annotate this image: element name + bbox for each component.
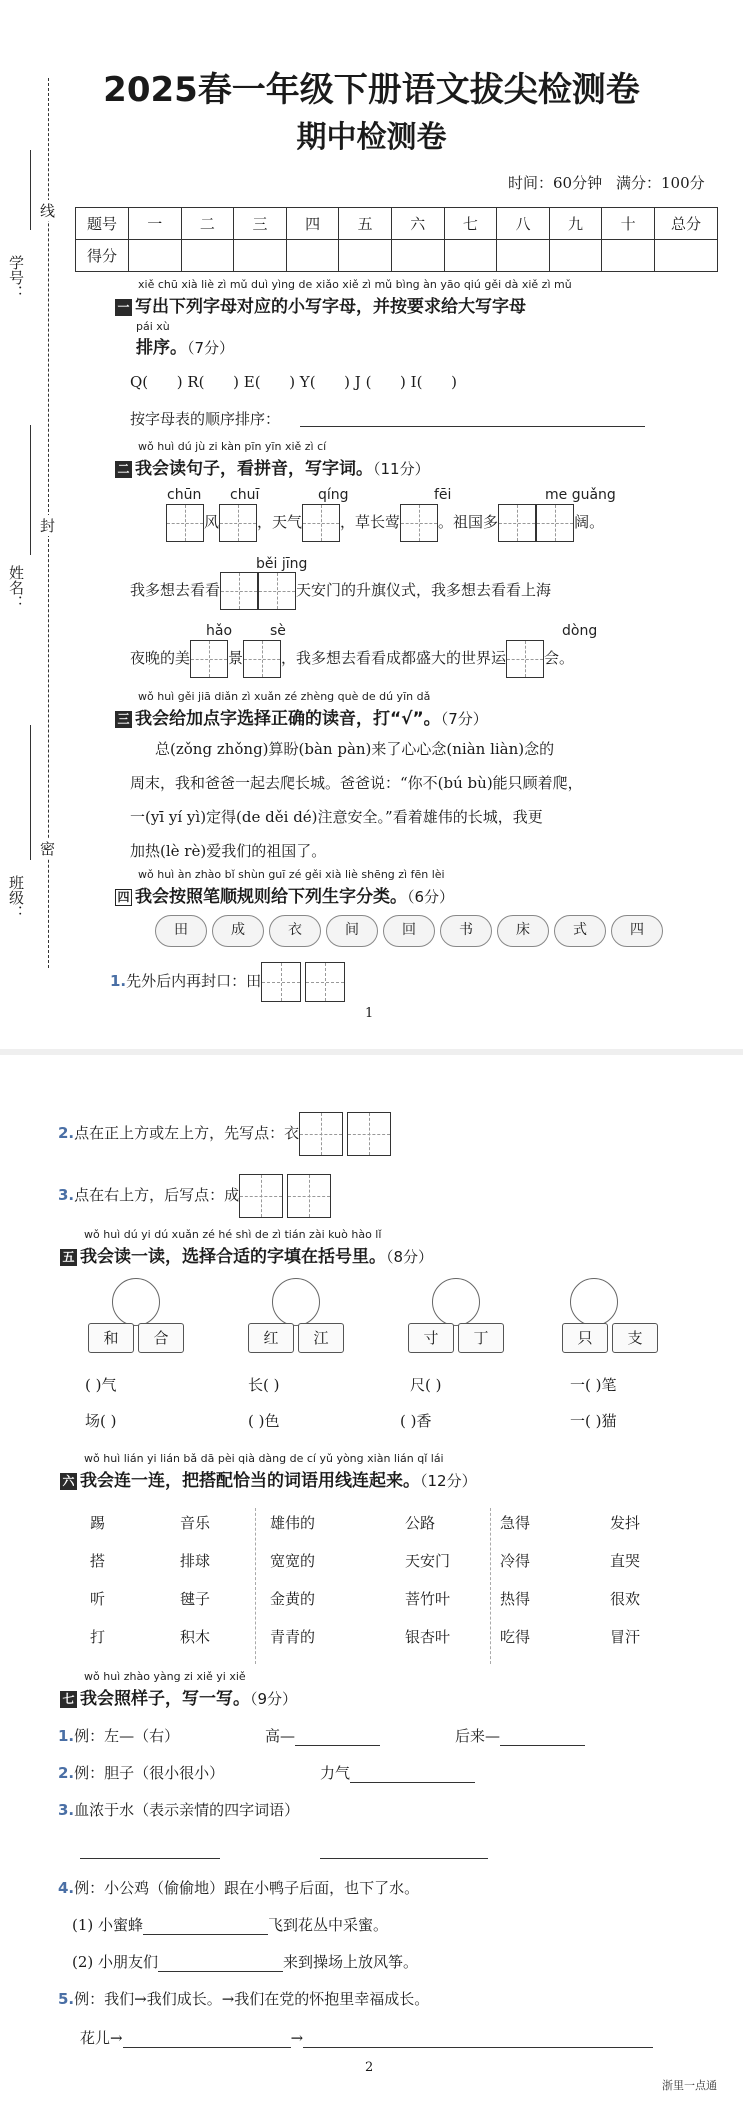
score-header-cell: 一 xyxy=(129,208,182,240)
answer-line[interactable] xyxy=(80,1858,220,1859)
s4-char-row xyxy=(155,915,668,947)
s5-title: 五 我会读一读，选择合适的字填在括号里。（8分） xyxy=(60,1242,433,1267)
s5-blank[interactable]: 一( )笔 xyxy=(570,1376,617,1394)
s3-pinyin: wǒ huì gěi jiā diǎn zì xuǎn zé zhèng què de dú yīn dǎ xyxy=(138,690,431,703)
score-cell[interactable] xyxy=(549,240,602,272)
binding-feng-label: 封 xyxy=(40,517,56,535)
student-id-label: 学号： xyxy=(7,255,25,300)
s5-blank[interactable]: 长( ) xyxy=(248,1376,280,1394)
s7-q2: 2.例：胆子（很小很小） xyxy=(58,1764,225,1782)
score-cell[interactable] xyxy=(444,240,497,272)
tian-box[interactable] xyxy=(536,504,574,542)
answer-line[interactable] xyxy=(143,1918,268,1935)
tian-box[interactable] xyxy=(299,1112,343,1156)
score-cell[interactable] xyxy=(181,240,234,272)
page-number-1: 1 xyxy=(365,1006,374,1021)
score-header-cell: 十 xyxy=(602,208,655,240)
s6-divider-2 xyxy=(490,1508,491,1664)
binding-xian-label: 线 xyxy=(40,202,56,220)
s6-word[interactable]: 音乐 xyxy=(180,1514,211,1532)
score-cell[interactable] xyxy=(129,240,182,272)
s1-pinyin: xiě chū xià liè zì mǔ duì yìng de xiǎo xiě zì mǔ bìng àn yāo qiú gěi dà xiě zì mǔ xyxy=(138,278,572,291)
s6-word[interactable]: 踢 xyxy=(90,1514,106,1532)
s6-word[interactable]: 青青的 xyxy=(270,1628,316,1646)
score-row-label: 得分 xyxy=(76,240,129,272)
student-id-line xyxy=(30,150,31,230)
s6-word[interactable]: 很欢 xyxy=(610,1590,641,1608)
s2-py-hao: hǎo xyxy=(206,623,233,639)
score-cell[interactable] xyxy=(602,240,655,272)
s1-title: 一 写出下列字母对应的小写字母，并按要求给大写字母 xyxy=(115,292,526,317)
score-cell[interactable] xyxy=(339,240,392,272)
snail-char: 间 xyxy=(326,915,378,947)
s6-word[interactable]: 毽子 xyxy=(180,1590,211,1608)
s6-word[interactable]: 冷得 xyxy=(500,1552,531,1570)
s4-pinyin: wǒ huì àn zhào bǐ shùn guī zé gěi xià liè shēng zì fēn lèi xyxy=(138,868,445,881)
main-title: 2025春一年级下册语文拔尖检测卷 xyxy=(103,70,640,110)
s7-q1-later: 后来— xyxy=(455,1725,585,1746)
s6-word[interactable]: 银杏叶 xyxy=(405,1628,451,1646)
tian-box[interactable] xyxy=(166,504,204,542)
s5-pinyin: wǒ huì dú yi dú xuǎn zé hé shì de zì tián zài kuò hào lǐ xyxy=(84,1228,382,1241)
chick-icon xyxy=(570,1278,618,1326)
score-cell[interactable] xyxy=(391,240,444,272)
s2-line3: 夜晚的美 景 ，我多想去看看成都盛大的世界运 会。 xyxy=(130,640,574,678)
page-separator xyxy=(0,1049,743,1055)
snail-char: 回 xyxy=(383,915,435,947)
s3-para2: 周末，我和爸爸一起去爬长城。爸爸说：“你不(bú bù)能只顾着爬， xyxy=(130,774,583,792)
s3-para1: 总(zǒng zhǒng)算盼(bàn pàn)来了心心念(niàn liàn)念的 xyxy=(155,740,555,758)
s5-blank[interactable]: ( )香 xyxy=(400,1412,432,1430)
s6-word[interactable]: 发抖 xyxy=(610,1514,641,1532)
s6-word[interactable]: 排球 xyxy=(180,1552,211,1570)
s6-word[interactable]: 积木 xyxy=(180,1628,211,1646)
s6-word[interactable]: 听 xyxy=(90,1590,106,1608)
s6-word[interactable]: 吃得 xyxy=(500,1628,531,1646)
score-header-cell: 总分 xyxy=(655,208,718,240)
score-header-cell: 五 xyxy=(339,208,392,240)
score-header-row xyxy=(76,208,718,240)
snail-char: 书 xyxy=(440,915,492,947)
s2-line2: 我多想去看看 天安门的升旗仪式，我多想去看看上海 xyxy=(130,572,551,610)
s6-word[interactable]: 金黄的 xyxy=(270,1590,316,1608)
s2-line1: 风 ，天气 ，草长莺 。祖国多 阔。 xyxy=(166,504,604,542)
s5-number: 五 xyxy=(60,1249,77,1266)
score-header-cell: 九 xyxy=(549,208,602,240)
exam-full-score: 满分：100分 xyxy=(616,174,705,192)
score-cell[interactable] xyxy=(234,240,287,272)
s7-q4: 4.例：小公鸡（偷偷地）跟在小鸭子后面，也下了水。 xyxy=(58,1879,420,1897)
s2-title: 二 我会读句子，看拼音，写字词。（11分） xyxy=(115,454,430,479)
answer-line[interactable] xyxy=(350,1766,475,1783)
s1-pinyin2: pái xù xyxy=(136,320,170,333)
tian-box[interactable] xyxy=(498,504,536,542)
s1-sort-label: 按字母表的顺序排序： xyxy=(130,410,281,428)
s5-blank[interactable]: ( )气 xyxy=(85,1376,117,1394)
s7-q4-2: (2) 小朋友们 来到操场上放风筝。 xyxy=(72,1953,419,1971)
s7-number: 七 xyxy=(60,1691,77,1708)
s5-pair-2: 红 江 xyxy=(248,1323,348,1353)
s6-word[interactable]: 菩竹叶 xyxy=(405,1590,451,1608)
s5-blank[interactable]: 尺( ) xyxy=(410,1376,442,1394)
tian-box[interactable] xyxy=(190,640,228,678)
score-input-row xyxy=(76,240,718,272)
s2-number: 二 xyxy=(115,461,132,478)
snail-char: 式 xyxy=(554,915,606,947)
tian-box[interactable] xyxy=(258,572,296,610)
score-header-cell: 题号 xyxy=(76,208,129,240)
s6-word[interactable]: 雄伟的 xyxy=(270,1514,316,1532)
s6-word[interactable]: 宽宽的 xyxy=(270,1552,316,1570)
s3-number: 三 xyxy=(115,711,132,728)
score-table xyxy=(75,207,718,272)
s5-pair-4: 只 支 xyxy=(562,1323,662,1353)
s2-py-chui: chuī xyxy=(230,487,260,503)
s2-py-qing: qíng xyxy=(318,487,349,503)
score-cell[interactable] xyxy=(497,240,550,272)
s6-word[interactable]: 直哭 xyxy=(610,1552,641,1570)
s6-word[interactable]: 急得 xyxy=(500,1514,531,1532)
tian-box[interactable] xyxy=(220,572,258,610)
s6-word[interactable]: 冒汗 xyxy=(610,1628,641,1646)
class-line xyxy=(30,725,31,860)
student-name-line xyxy=(30,425,31,555)
student-name-label: 姓名： xyxy=(7,565,25,610)
s5-blank[interactable]: ( )色 xyxy=(248,1412,280,1430)
s7-q5-answer: 花儿→ → xyxy=(80,2027,653,2048)
s4-rule2: 2.点在正上方或左上方，先写点：衣 xyxy=(58,1112,391,1156)
score-header-cell: 二 xyxy=(181,208,234,240)
s7-q2-strength: 力气 xyxy=(320,1762,475,1783)
s3-para4: 加热(lè rè)爱我们的祖国了。 xyxy=(130,842,327,860)
score-header-cell: 六 xyxy=(391,208,444,240)
s3-para3: 一(yī yí yì)定得(de děi dé)注意安全。”看着雄伟的长城，我更 xyxy=(130,808,543,826)
s1-number: 一 xyxy=(115,299,132,316)
s7-q4-1: (1) 小蜜蜂 飞到花丛中采蜜。 xyxy=(72,1916,389,1934)
tian-box[interactable] xyxy=(506,640,544,678)
s6-number: 六 xyxy=(60,1473,77,1490)
score-cell[interactable] xyxy=(286,240,339,272)
tian-box[interactable] xyxy=(239,1174,283,1218)
snail-char: 床 xyxy=(497,915,549,947)
s7-title: 七 我会照样子，写一写。（9分） xyxy=(60,1684,297,1709)
s7-q1-high: 高— xyxy=(265,1725,380,1746)
s6-divider-1 xyxy=(255,1508,256,1664)
s3-title: 三 我会给加点字选择正确的读音，打“√”。（7分） xyxy=(115,704,488,729)
answer-line[interactable] xyxy=(123,2031,291,2048)
class-label: 班级： xyxy=(7,875,25,920)
s1-title2: 排序。（7分） xyxy=(136,338,235,358)
answer-line[interactable] xyxy=(295,1729,380,1746)
s5-blank[interactable]: 场( ) xyxy=(85,1412,117,1430)
score-header-cell: 三 xyxy=(234,208,287,240)
chick-icon xyxy=(112,1278,160,1326)
s6-title: 六 我会连一连，把搭配恰当的词语用线连起来。（12分） xyxy=(60,1466,477,1491)
score-header-cell: 七 xyxy=(444,208,497,240)
score-header-cell: 八 xyxy=(497,208,550,240)
binding-mi-label: 密 xyxy=(40,840,56,858)
s2-py-fei: fēi xyxy=(434,487,452,503)
s2-py-meguang: me guǎng xyxy=(545,487,616,503)
exam-time: 时间：60分钟 xyxy=(508,174,603,192)
page-number-2: 2 xyxy=(365,2060,374,2075)
tian-box[interactable] xyxy=(243,640,281,678)
tian-box[interactable] xyxy=(400,504,438,542)
snail-char: 田 xyxy=(155,915,207,947)
s6-word[interactable]: 天安门 xyxy=(405,1552,451,1570)
s5-pair-1: 和 合 xyxy=(88,1323,188,1353)
s2-py-chun: chūn xyxy=(167,487,202,503)
s2-py-se: sè xyxy=(270,623,286,639)
watermark-text: 浙里一点通 xyxy=(662,2079,717,2092)
s4-rule1: 1.先外后内再封口：田 xyxy=(110,962,345,1002)
answer-line[interactable] xyxy=(500,1729,585,1746)
s7-q3: 3.血浓于水（表示亲情的四字词语） xyxy=(58,1801,300,1819)
tian-box[interactable] xyxy=(261,962,301,1002)
answer-line[interactable] xyxy=(320,1858,488,1859)
snail-char: 成 xyxy=(212,915,264,947)
s4-rule3: 3.点在右上方，后写点：成 xyxy=(58,1174,331,1218)
s4-number: 四 xyxy=(115,889,132,906)
s2-pinyin: wǒ huì dú jù zi kàn pīn yīn xiě zì cí xyxy=(138,440,327,453)
s4-title: 四 我会按照笔顺规则给下列生字分类。（6分） xyxy=(115,882,454,907)
s7-pinyin: wǒ huì zhào yàng zi xiě yi xiě xyxy=(84,1670,246,1683)
tian-box[interactable] xyxy=(302,504,340,542)
snail-char: 衣 xyxy=(269,915,321,947)
sub-title: 期中检测卷 xyxy=(296,120,447,155)
s6-pinyin: wǒ huì lián yi lián bǎ dā pèi qià dàng de cí yǔ yòng xiàn lián qǐ lái xyxy=(84,1452,444,1465)
answer-line[interactable] xyxy=(158,1955,283,1972)
s7-q1: 1.例：左—（右） xyxy=(58,1727,180,1745)
s1-letters: Q( ) R( ) E( ) Y( ) J ( ) I( ) xyxy=(130,373,457,391)
s2-py-dong: dòng xyxy=(562,623,598,639)
s5-pair-3: 寸 丁 xyxy=(408,1323,508,1353)
s6-word[interactable]: 热得 xyxy=(500,1590,531,1608)
tian-box[interactable] xyxy=(347,1112,391,1156)
s1-sort-answer-line[interactable] xyxy=(300,426,645,427)
s6-word[interactable]: 搭 xyxy=(90,1552,106,1570)
s6-word[interactable]: 打 xyxy=(90,1628,106,1646)
chick-icon xyxy=(272,1278,320,1326)
answer-line[interactable] xyxy=(303,2031,653,2048)
tian-box[interactable] xyxy=(287,1174,331,1218)
s5-blank[interactable]: 一( )猫 xyxy=(570,1412,617,1430)
tian-box[interactable] xyxy=(305,962,345,1002)
s2-py-beijing: běi jīng xyxy=(256,556,308,572)
s6-word[interactable]: 公路 xyxy=(405,1514,436,1532)
tian-box[interactable] xyxy=(219,504,257,542)
score-header-cell: 四 xyxy=(286,208,339,240)
s7-q5: 5.例：我们→我们成长。→我们在党的怀抱里幸福成长。 xyxy=(58,1990,430,2008)
score-cell[interactable] xyxy=(655,240,718,272)
chick-icon xyxy=(432,1278,480,1326)
snail-char: 四 xyxy=(611,915,663,947)
